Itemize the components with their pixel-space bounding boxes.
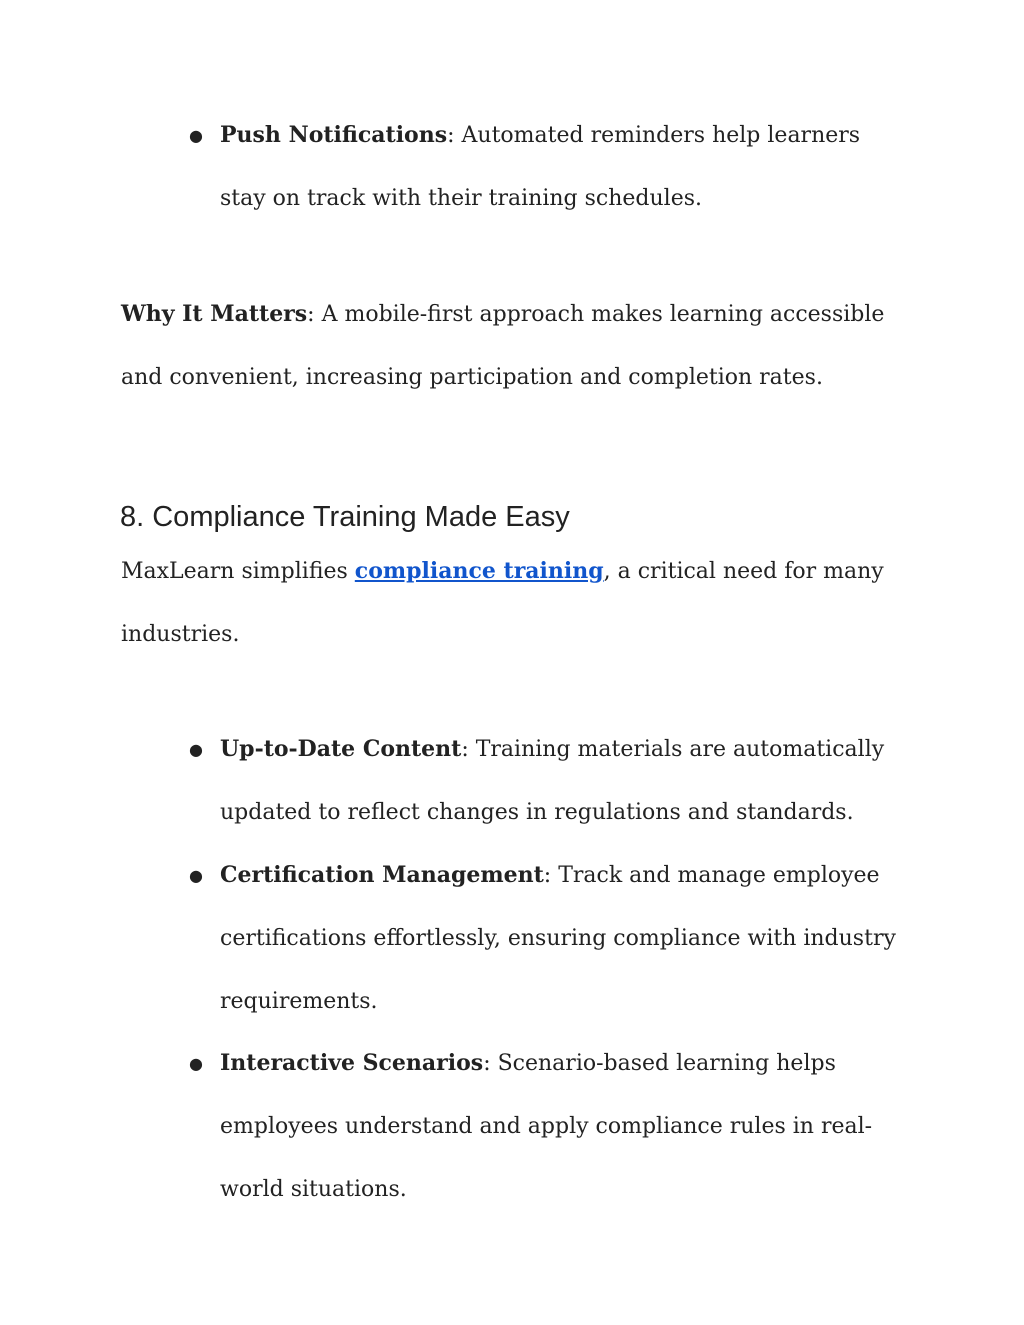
bullet-up-to-date-content — [189, 718, 909, 844]
bullet-text — [220, 1032, 909, 1221]
intro-text-after: , a critical need for many industries. — [121, 559, 884, 647]
bullet-description: Automated reminders help learners stay on track with their training schedules. — [220, 123, 861, 211]
bullet-separator: : — [543, 863, 552, 888]
bullet-text — [220, 844, 909, 1033]
compliance-training-link[interactable]: compliance training — [354, 558, 604, 584]
bullet-term: Interactive Scenarios — [220, 1050, 484, 1076]
bullet-separator: : — [483, 1051, 491, 1076]
bullet-dot: ● — [189, 866, 203, 885]
bullet-dot: ● — [189, 126, 203, 145]
bullet-dot: ● — [189, 740, 203, 759]
why-it-matters-text: A mobile-first approach makes learning accessible and convenient, increasing participation and completion rates. — [121, 302, 885, 390]
bullet-term: Push Notifications — [220, 122, 448, 148]
bullet-separator: : — [461, 737, 469, 762]
intro-text-before: MaxLearn simplifies — [121, 559, 355, 584]
why-it-matters-paragraph — [121, 283, 911, 409]
bullet-text — [220, 104, 909, 230]
bullet-description: Track and manage employee certifications effortlessly, ensuring compliance with industry requirements. — [220, 863, 896, 1014]
bullet-interactive-scenarios — [189, 1032, 909, 1221]
bullet-text — [220, 718, 909, 844]
bullet-dot: ● — [189, 1054, 203, 1073]
bullet-term: Up-to-Date Content — [220, 736, 462, 762]
bullet-separator: : — [447, 123, 455, 148]
why-it-matters-term: Why It Matters — [121, 301, 308, 327]
bullet-term: Certification Management — [220, 862, 544, 888]
section-intro-paragraph — [121, 540, 911, 666]
section-heading: 8. Compliance Training Made Easy — [120, 501, 570, 533]
bullet-push-notifications — [189, 104, 909, 230]
bullet-description: Scenario-based learning helps employees understand and apply compliance rules in real-world situations. — [220, 1051, 873, 1202]
why-it-matters-separator: : — [307, 302, 315, 327]
bullet-description: Training materials are automatically updated to reflect changes in regulations and standards. — [220, 737, 885, 825]
bullet-certification-management — [189, 844, 909, 1033]
